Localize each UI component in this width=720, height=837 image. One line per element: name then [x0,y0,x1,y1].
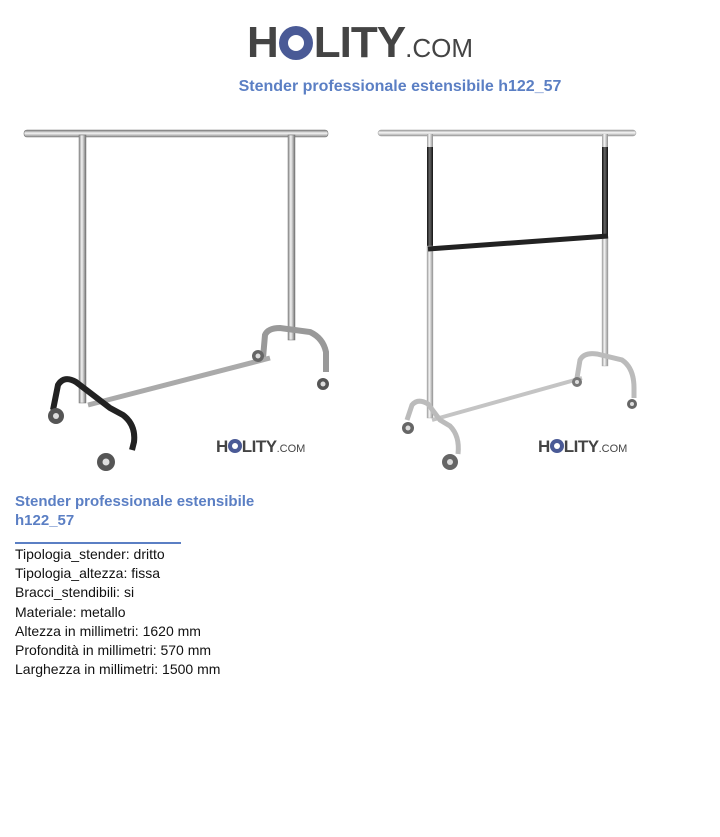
spec-item: Larghezza in millimetri: 1500 mm [15,661,221,678]
watermark-letter-h: H [538,437,550,456]
image-watermark-logo-2 [538,437,627,457]
logo-com: .COM [405,33,473,63]
spec-item: Tipologia_altezza: fissa [15,565,161,582]
product-title [15,492,295,530]
product-image-rack-double [372,120,652,480]
spec-item: Materiale: metallo [15,603,126,620]
watermark-letter-h: H [216,437,228,456]
spec-item: Profondità in millimetri: 570 mm [15,642,212,659]
watermark-o-mark-icon [228,439,242,453]
spec-item: Tipologia_stender: dritto [15,546,165,562]
image-watermark-logo [216,437,305,457]
watermark-word: LITY [563,437,599,456]
page-title: Stender professionale estensibile h122_57 [238,78,562,95]
logo-letter-h: H [247,18,278,67]
product-title-line2: h122_57 [15,512,75,529]
spec-item: Altezza in millimetri: 1620 mm [15,622,201,639]
watermark-o-mark-icon [550,439,564,453]
spec-list [15,545,220,679]
logo-word: LITY [313,18,406,67]
watermark-word: LITY [241,437,277,456]
logo-o-mark-icon [279,26,313,60]
product-title-line1: Stender professionale estensibile [15,493,255,510]
title-divider [15,542,181,544]
product-image-rack-single [18,120,340,480]
watermark-com: .COM [598,443,628,455]
spec-item: Bracci_stendibili: si [15,584,135,601]
brand-logo [0,18,720,68]
watermark-com: .COM [276,443,306,455]
